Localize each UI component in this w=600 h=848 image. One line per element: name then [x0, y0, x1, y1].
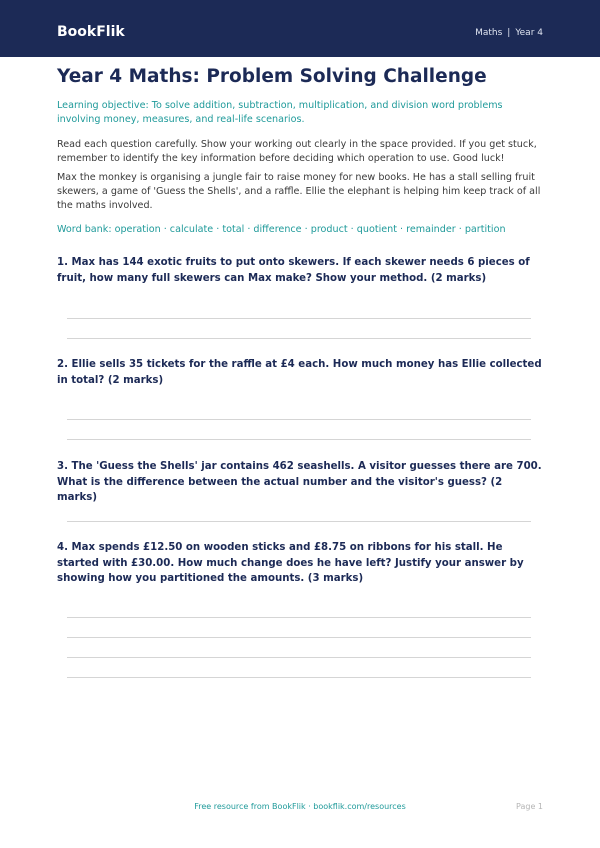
instructions-paragraph: Read each question carefully. Show your working out clearly in the space provided. If you get stuck, remember to identify the key information before deciding which operation to use. Good luck! — [57, 139, 537, 164]
header-separator: | — [507, 28, 511, 38]
page-footer — [0, 801, 600, 815]
brand-logo-text: BookFlik — [57, 24, 125, 40]
header-meta — [475, 27, 543, 39]
page-header — [0, 0, 600, 57]
answer-line[interactable] — [67, 657, 531, 658]
story-paragraph: Max the monkey is organising a jungle fair to raise money for new books. He has a stall selling fruit skewers, a game of 'Guess the Shells', and a raffle. Ellie the elephant is helping him keep track of all the maths involved. — [57, 172, 541, 211]
question-4: 4. Max spends £12.50 on wooden sticks and £8.75 on ribbons for his stall. He started with £30.00. How much change does he have left? Justify your answer by showing how you partitioned the amounts. (3 marks) — [57, 542, 524, 584]
word-bank: Word bank: operation · calculate · total · difference · product · quotient · remainder · partition — [57, 224, 506, 235]
answer-line[interactable] — [67, 677, 531, 678]
answer-line[interactable] — [67, 521, 531, 522]
answer-line[interactable] — [67, 439, 531, 440]
question-2: 2. Ellie sells 35 tickets for the raffle at £4 each. How much money has Ellie collected in total? (2 marks) — [57, 359, 542, 386]
answer-line[interactable] — [67, 637, 531, 638]
page-title: Year 4 Maths: Problem Solving Challenge — [57, 66, 487, 87]
question-3: 3. The 'Guess the Shells' jar contains 462 seashells. A visitor guesses there are 700. What is the difference between the actual number and the visitor's guess? (2 marks) — [57, 461, 542, 503]
learning-objective: Learning objective: To solve addition, subtraction, multiplication, and division word problems involving money, measures, and real-life scenarios. — [57, 100, 503, 125]
answer-line[interactable] — [67, 617, 531, 618]
header-subject: Maths — [475, 28, 503, 38]
footer-resource-link[interactable]: Free resource from BookFlik · bookflik.com/resources — [194, 802, 406, 811]
answer-line[interactable] — [67, 318, 531, 319]
question-1: 1. Max has 144 exotic fruits to put onto skewers. If each skewer needs 6 pieces of fruit, how many full skewers can Max make? Show your method. (2 marks) — [57, 257, 530, 284]
page-number: Page 1 — [516, 802, 543, 811]
header-year: Year 4 — [515, 28, 543, 38]
answer-line[interactable] — [67, 419, 531, 420]
answer-line[interactable] — [67, 338, 531, 339]
